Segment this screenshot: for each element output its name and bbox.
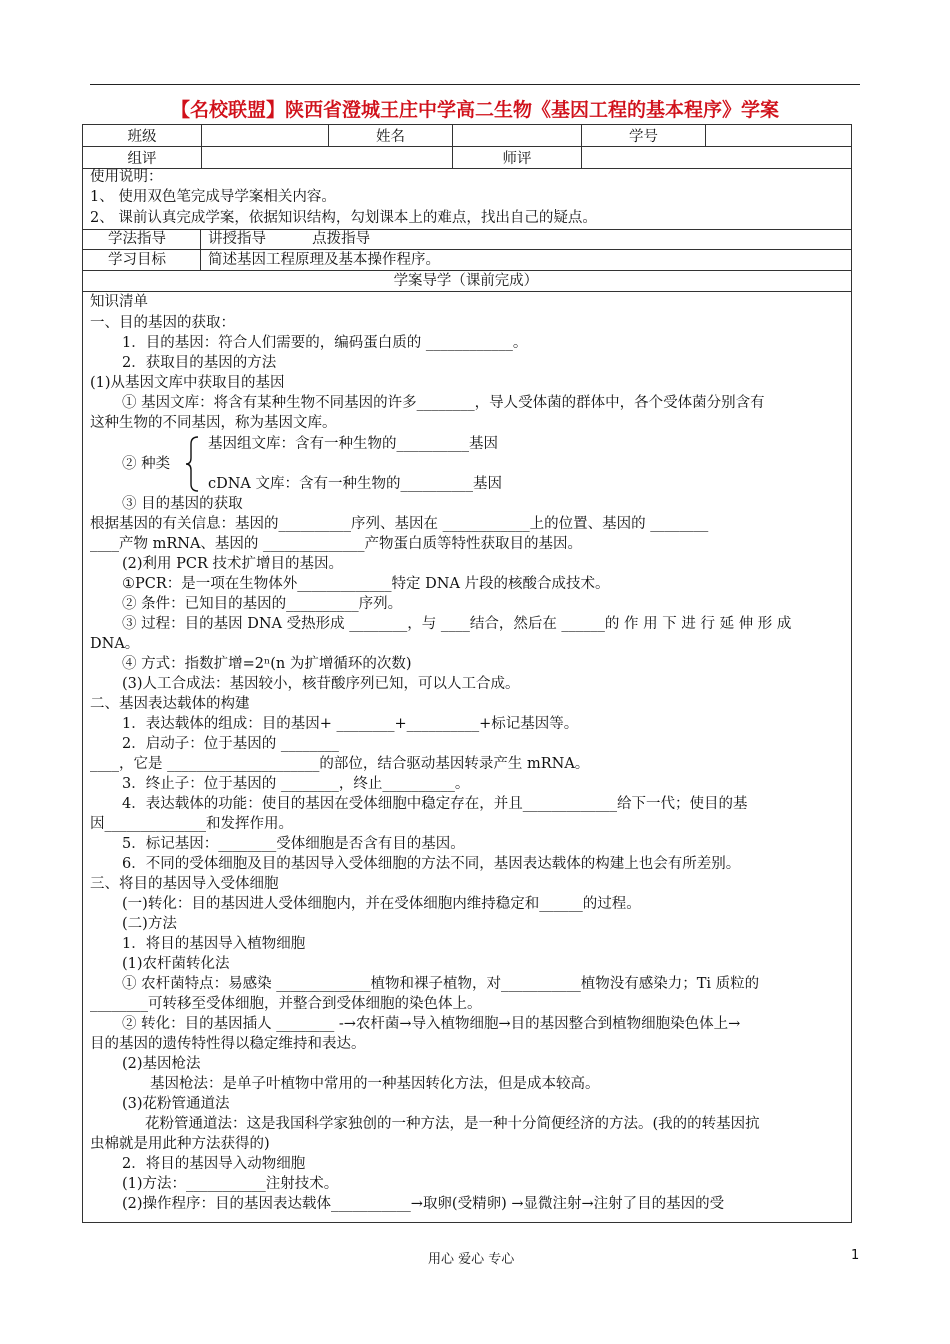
text-line: (2)基因枪法	[122, 1056, 201, 1072]
text-line: (3)花粉管通道法	[122, 1096, 230, 1112]
divider	[200, 229, 201, 270]
text-line: (2)操作程序：目的基因表达载体___________→取卵(受精卵) →显微注射→注射了目的基因的受	[122, 1196, 725, 1212]
text-line: 基因枪法：是单子叶植物中常用的一种基因转化方法，但是成本较高。	[150, 1076, 600, 1092]
divider	[82, 229, 852, 230]
text-line: ② 种类	[122, 456, 171, 472]
text-line: 4．表达载体的功能：使目的基因在受体细胞中稳定存在，并且_____________给下一代；使目的基	[122, 796, 748, 812]
text-line: 5．标记基因：________受体细胞是否含有目的基因。	[122, 836, 465, 852]
text-line: 花粉管通道法：这是我国科学家独创的一种方法，是一种十分简便经济的方法。(我的的转基因抗	[145, 1116, 760, 1132]
group-label: 组评	[83, 147, 202, 169]
text-line: 因______________和发挥作用。	[90, 816, 293, 832]
text-line: cDNA 文库：含有一种生物的__________基因	[208, 476, 503, 492]
divider	[82, 249, 852, 250]
name-label: 姓名	[329, 125, 453, 147]
text-line: 知识清单	[90, 294, 148, 310]
text-line: ________可转移至受体细胞，并整合到受体细胞的染色体上。	[90, 996, 482, 1012]
usage-heading: 使用说明：	[90, 169, 163, 185]
text-line: (一)转化：目的基因进人受体细胞内，并在受体细胞内维持稳定和______的过程。	[122, 896, 641, 912]
section-title: 学案导学（课前完成）	[393, 273, 539, 289]
class-label: 班级	[83, 125, 202, 147]
text-line: 三、将目的基因导入受体细胞	[90, 876, 279, 892]
text-line: (1)农杆菌转化法	[122, 956, 230, 972]
text-line: 6．不同的受体细胞及目的基因导入受体细胞的方法不同，基因表达载体的构建上也会有所差别。	[122, 856, 741, 872]
top-rule	[90, 84, 860, 85]
goal-label: 学习目标	[108, 252, 166, 268]
text-line: 1．目的基因：符合人们需要的，编码蛋白质的 ____________。	[122, 335, 528, 351]
text-line: ④ 方式：指数扩增=2ⁿ(n 为扩增循环的次数)	[122, 656, 412, 672]
text-line: ① 基因文库：将含有某种生物不同基因的许多________，导人受体菌的群体中，各个受体菌分别含有	[122, 395, 765, 411]
text-line: 1．表达载体的组成：目的基因+ ________+__________+标记基因等。	[122, 716, 579, 732]
text-line: (1)方法：___________注射技术。	[122, 1176, 339, 1192]
text-line: 这种生物的不同基因，称为基因文库。	[90, 415, 337, 431]
page-number: 1	[851, 1248, 860, 1263]
text-line: 目的基因的遗传特性得以稳定维持和表达。	[90, 1036, 366, 1052]
page-title: 【名校联盟】陕西省澄城王庄中学高二生物《基因工程的基本程序》学案	[170, 99, 779, 121]
method-label: 学法指导	[108, 231, 166, 247]
text-line: 基因组文库：含有一种生物的__________基因	[208, 436, 498, 452]
text-line: 1．将目的基因导入植物细胞	[122, 936, 306, 952]
text-line: ____产物 mRNA、基因的 ______________产物蛋白质等特性获取目的基因。	[90, 536, 583, 552]
text-line: ② 条件：已知目的基因的__________序列。	[122, 596, 403, 612]
text-line: ① 农杆菌特点：易感染 _____________植物和裸子植物，对___________植物没有感染力；Ti 质粒的	[122, 976, 760, 992]
text-line: 一、目的基因的获取：	[90, 315, 235, 331]
text-line: (1)从基因文库中获取目的基因	[90, 375, 285, 391]
text-line: ③ 目的基因的获取	[122, 496, 243, 512]
text-line: ③ 过程：目的基因 DNA 受热形成 ________，与 ____结合，然后在 ______的 作 用 下 进 行 延 伸 形 成	[122, 616, 792, 632]
usage-item: 2、 课前认真完成学案，依据知识结构，勾划课本上的难点，找出自己的疑点。	[90, 210, 597, 226]
text-line: ② 转化：目的基因插人 ________ -→农杆菌→导入植物细胞→目的基因整合到植物细胞染色体上→	[122, 1016, 741, 1032]
text-line: ____，它是 _____________________的部位，结合驱动基因转录产生 mRNA。	[90, 756, 590, 772]
text-line: 2．获取目的基因的方法	[122, 355, 277, 371]
text-line: 二、基因表达载体的构建	[90, 696, 250, 712]
text-line: (3)人工合成法：基因较小，核苷酸序列已知，可以人工合成。	[122, 676, 520, 692]
text-line: 根据基因的有关信息：基因的__________序列、基因在 ____________上的位置、基因的 ________	[90, 516, 709, 532]
text-line: 2．将目的基因导入动物细胞	[122, 1156, 306, 1172]
divider	[82, 291, 852, 292]
number-label: 学号	[582, 125, 706, 147]
teacher-label: 师评	[453, 147, 582, 169]
brace-icon	[185, 436, 199, 492]
text-line: 虫棉就是用此种方法获得的)	[90, 1136, 270, 1152]
footer-motto: 用心 爱心 专心	[428, 1252, 515, 1267]
text-line: 2．启动子：位于基因的 ________	[122, 736, 339, 752]
usage-item: 1、 使用双色笔完成导学案相关内容。	[90, 189, 336, 205]
text-line: (二)方法	[122, 916, 177, 932]
goal-value: 简述基因工程原理及基本操作程序。	[208, 252, 440, 268]
text-line: DNA。	[90, 636, 140, 652]
text-line: (2)利用 PCR 技术扩增目的基因。	[122, 556, 344, 572]
method-value: 讲授指导 点拨指导	[208, 231, 371, 247]
text-line: 3．终止子：位于基因的 ________，终止__________。	[122, 776, 470, 792]
text-line: ①PCR：是一项在生物体外_____________特定 DNA 片段的核酸合成技术。	[122, 576, 610, 592]
